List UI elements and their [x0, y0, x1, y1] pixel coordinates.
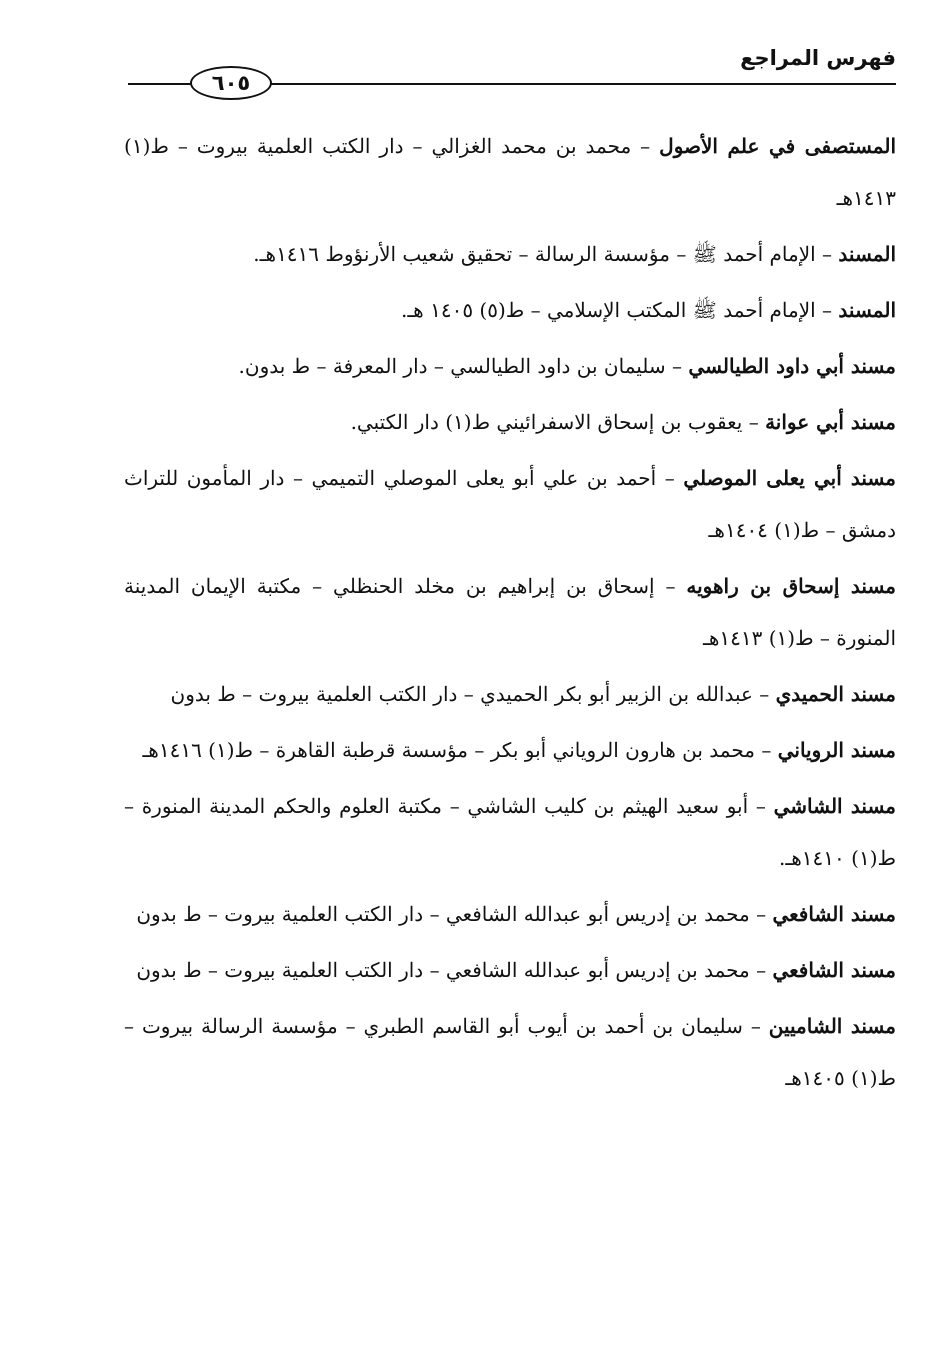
reference-title: المسند [838, 242, 896, 266]
reference-details: – يعقوب بن إسحاق الاسفرائيني ط(١) دار الكتبي. [350, 410, 766, 434]
reference-entry [124, 668, 896, 720]
reference-title: مسند الشاشي [773, 794, 897, 818]
reference-title: مسند الشافعي [772, 902, 896, 926]
reference-entry [124, 944, 896, 996]
reference-entry [124, 1000, 896, 1104]
reference-title: مسند الحميدي [775, 682, 896, 706]
reference-details: – محمد بن محمد الغزالي – دار الكتب العلمية بيروت – ط(١) ١٤١٣هـ [124, 134, 896, 210]
reference-title: مسند الروياني [777, 738, 896, 762]
running-title: فهرس المراجع [740, 46, 896, 70]
reference-entry [124, 396, 896, 448]
reference-title: مسند أبي يعلى الموصلي [683, 466, 897, 490]
reference-details: – أحمد بن علي أبو يعلى الموصلي التميمي – دار المأمون للتراث دمشق – ط(١) ١٤٠٤هـ [124, 466, 896, 542]
reference-title: المستصفى في علم الأصول [659, 134, 897, 158]
reference-details: – إسحاق بن إبراهيم بن مخلد الحنظلي – مكتبة الإيمان المدينة المنورة – ط(١) ١٤١٣هـ [124, 574, 896, 650]
reference-details: – سليمان بن أحمد بن أيوب أبو القاسم الطبري – مؤسسة الرسالة بيروت – ط(١) ١٤٠٥هـ [124, 1014, 896, 1090]
reference-title: مسند إسحاق بن راهويه [686, 574, 896, 598]
references-list [124, 120, 896, 1108]
page-number: ٦٠٥ [190, 66, 272, 100]
reference-title: مسند أبي عوانة [765, 410, 896, 434]
reference-entry [124, 120, 896, 224]
reference-details: – سليمان بن داود الطيالسي – دار المعرفة – ط بدون. [238, 354, 689, 378]
reference-entry [124, 724, 896, 776]
reference-details: – أبو سعيد الهيثم بن كليب الشاشي – مكتبة العلوم والحكم المدينة المنورة – ط(١) ١٤١٠هـ. [124, 794, 896, 870]
reference-details: – الإمام أحمد ﷺ – مؤسسة الرسالة – تحقيق شعيب الأرنؤوط ١٤١٦هـ. [253, 242, 839, 266]
reference-title: مسند الشاميين [768, 1014, 896, 1038]
reference-entry [124, 228, 896, 280]
reference-details: – محمد بن إدريس أبو عبدالله الشافعي – دار الكتب العلمية بيروت – ط بدون [136, 902, 773, 926]
reference-title: المسند [838, 298, 896, 322]
reference-details: – محمد بن إدريس أبو عبدالله الشافعي – دار الكتب العلمية بيروت – ط بدون [136, 958, 773, 982]
reference-entry [124, 560, 896, 664]
reference-entry [124, 780, 896, 884]
reference-entry [124, 452, 896, 556]
reference-details: – محمد بن هارون الروياني أبو بكر – مؤسسة قرطبة القاهرة – ط(١) ١٤١٦هـ [142, 738, 778, 762]
reference-title: مسند الشافعي [772, 958, 896, 982]
reference-details: – عبدالله بن الزبير أبو بكر الحميدي – دار الكتب العلمية بيروت – ط بدون [170, 682, 776, 706]
reference-entry [124, 888, 896, 940]
reference-entry [124, 340, 896, 392]
reference-details: – الإمام أحمد ﷺ المكتب الإسلامي – ط(٥) ١٤٠٥ هـ. [400, 298, 839, 322]
reference-title: مسند أبي داود الطيالسي [688, 354, 896, 378]
page-header [128, 40, 896, 95]
reference-entry [124, 284, 896, 336]
